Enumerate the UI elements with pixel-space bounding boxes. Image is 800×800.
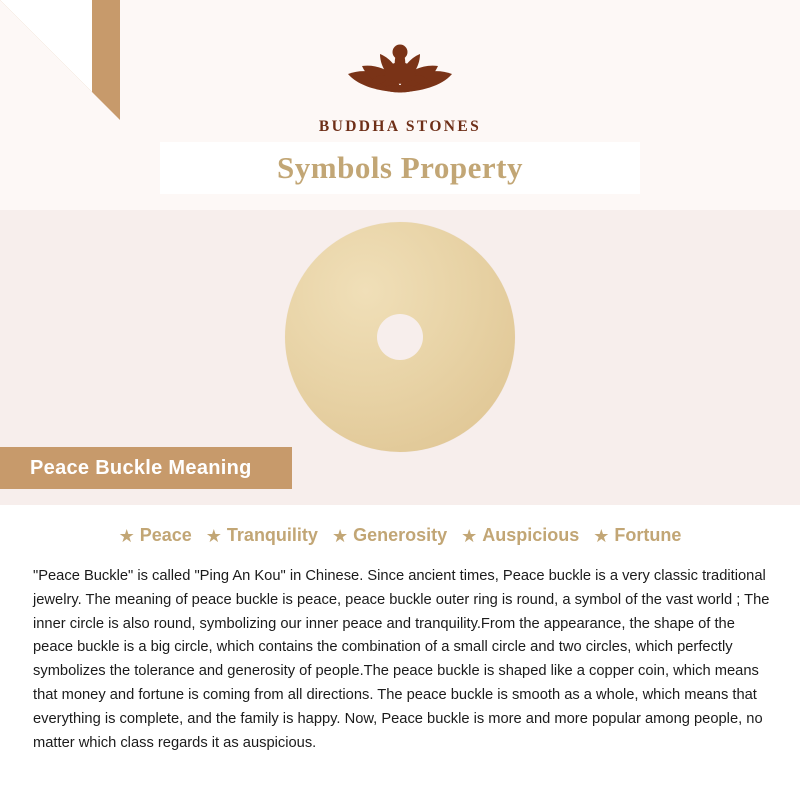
lotus-meditation-icon xyxy=(320,22,480,112)
ribbon-notch xyxy=(343,447,365,489)
star-icon: ★ xyxy=(205,525,222,546)
keyword-item-tranquility xyxy=(206,525,318,546)
keyword-label: Fortune xyxy=(614,525,682,545)
section-ribbon xyxy=(0,447,292,489)
peace-buckle-inner-hole xyxy=(377,314,423,360)
keyword-label: Tranquility xyxy=(226,525,318,545)
title-banner xyxy=(160,142,640,194)
star-icon: ★ xyxy=(593,525,610,546)
keyword-label: Auspicious xyxy=(482,525,580,545)
star-icon: ★ xyxy=(118,525,135,546)
keyword-list xyxy=(0,525,800,546)
star-icon: ★ xyxy=(331,525,349,546)
brand-logo-block xyxy=(0,22,800,136)
star-icon: ★ xyxy=(461,525,478,546)
brand-name: BUDDHA STONES xyxy=(318,118,482,135)
keyword-label: Generosity xyxy=(353,525,448,545)
keyword-item-fortune xyxy=(593,525,681,546)
keyword-item-auspicious xyxy=(461,525,579,546)
peace-buckle-disc-icon xyxy=(285,222,515,452)
section-ribbon-label: Peace Buckle Meaning xyxy=(30,456,252,479)
description-panel xyxy=(0,505,800,800)
keyword-label: Peace xyxy=(139,525,192,545)
page-title: Symbols Property xyxy=(277,150,523,185)
keyword-item-peace xyxy=(119,525,192,546)
keyword-item-generosity xyxy=(332,525,447,546)
description-text: "Peace Buckle" is called "Ping An Kou" in Chinese. Since ancient times, Peace buckle is a very classic traditional jewelry. The meaning of peace buckle is peace, peace buckle outer ring is round, a symbol of the vast world ; The inner circle is also round, symbolizing our inner peace and tranquility.From the appearance, the shape of the peace buckle is a big circle, which contains the combination of a small circle and two circles, which perfectly symbolizes the tolerance and generosity of people.The peace buckle is shaped like a copper coin, which means that money and fortune is coming from all directions. The peace buckle is smooth as a whole, which means that everything is complete, and the family is happy. Now, Peace buckle is more and more popular among people, no matter which class regards it as auspicious. xyxy=(33,568,770,751)
peace-buckle-image xyxy=(285,222,515,452)
